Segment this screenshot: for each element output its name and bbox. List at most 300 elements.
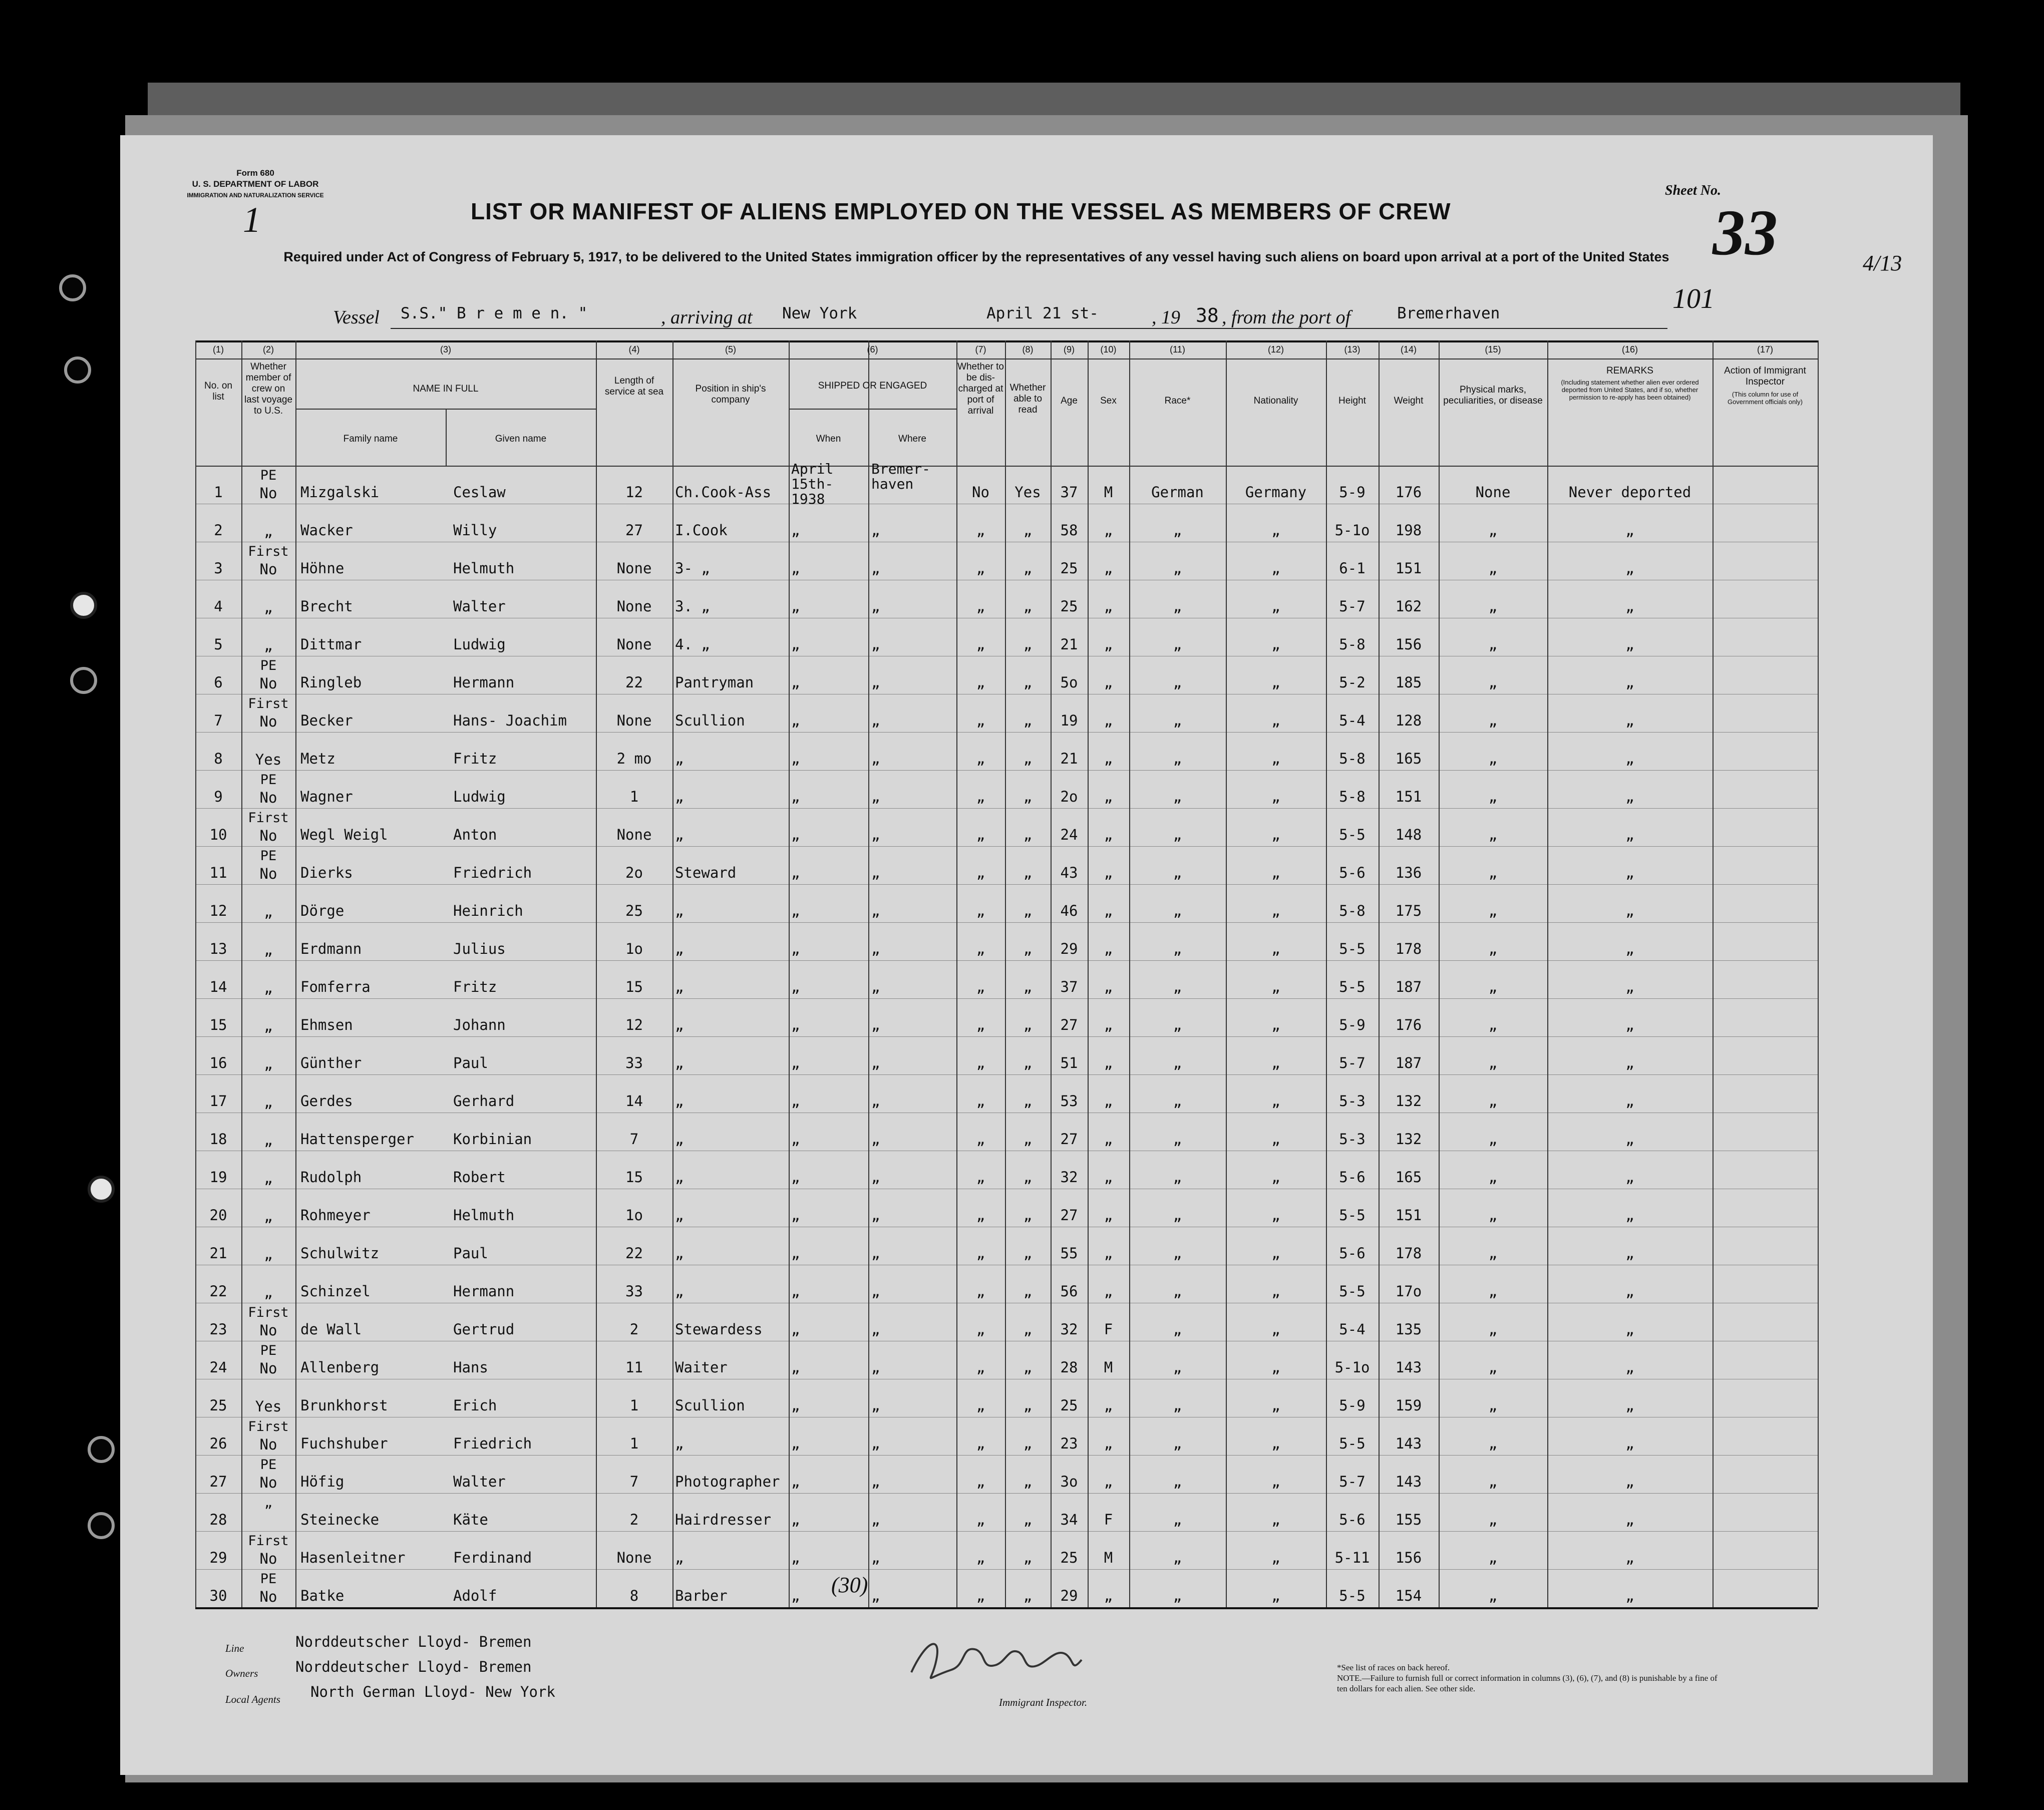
cell-where: „ bbox=[871, 560, 880, 577]
header-race: Race* bbox=[1164, 396, 1191, 406]
cell-position: „ bbox=[675, 1169, 684, 1186]
cell-sex: „ bbox=[1104, 1093, 1113, 1110]
cell-height: 5-9 bbox=[1339, 1397, 1366, 1414]
last-voyage-top: PE bbox=[260, 1343, 277, 1358]
cell-family: Brecht bbox=[300, 598, 353, 615]
cell-remarks: „ bbox=[1625, 1435, 1634, 1452]
cell-nationality: „ bbox=[1271, 1016, 1280, 1033]
header-shipped-engaged: SHIPPED OR ENGAGED bbox=[818, 381, 927, 391]
cell-when: „ bbox=[791, 1473, 800, 1490]
last-voyage: „ bbox=[264, 1246, 273, 1263]
table-row bbox=[195, 922, 1818, 960]
cell-age: 37 bbox=[1060, 484, 1078, 501]
cell-given: Helmuth bbox=[453, 1207, 515, 1224]
cell-service: 1 bbox=[629, 1435, 639, 1452]
cell-discharged: „ bbox=[976, 788, 985, 805]
cell-no: 2 bbox=[214, 522, 223, 539]
cell-remarks: „ bbox=[1625, 902, 1634, 919]
cell-when: „ bbox=[791, 1207, 800, 1224]
cell-position: „ bbox=[675, 1054, 684, 1071]
cell-read: „ bbox=[1023, 1016, 1033, 1033]
cell-given: Gerhard bbox=[453, 1093, 515, 1110]
cell-service: None bbox=[616, 636, 652, 653]
cell-marks: „ bbox=[1488, 674, 1498, 691]
cell-age: 32 bbox=[1060, 1321, 1078, 1338]
cell-age: 25 bbox=[1060, 1549, 1078, 1566]
cell-marks: „ bbox=[1488, 1511, 1498, 1528]
cell-family: Fomferra bbox=[300, 978, 371, 995]
cell-given: Robert bbox=[453, 1169, 506, 1186]
cell-discharged: „ bbox=[976, 902, 985, 919]
cell-read: „ bbox=[1023, 1473, 1033, 1490]
cell-weight: 135 bbox=[1395, 1321, 1422, 1338]
cell-where: „ bbox=[871, 902, 880, 919]
last-voyage: No bbox=[259, 1436, 277, 1453]
cell-when: „ bbox=[791, 1131, 800, 1148]
last-voyage: „ bbox=[264, 1170, 273, 1187]
cell-discharged: „ bbox=[976, 1359, 985, 1376]
cell-discharged: „ bbox=[976, 522, 985, 539]
cell-race: „ bbox=[1173, 1321, 1182, 1338]
cell-sex: „ bbox=[1104, 1283, 1113, 1300]
cell-position: Barber bbox=[675, 1587, 728, 1604]
header-height: Height bbox=[1338, 396, 1366, 406]
last-voyage: No bbox=[259, 1550, 277, 1567]
cell-race: „ bbox=[1173, 1245, 1182, 1262]
cell-remarks: „ bbox=[1625, 1245, 1634, 1262]
cell-where: „ bbox=[871, 1587, 880, 1604]
cell-service: 2 bbox=[629, 1321, 639, 1338]
cell-age: 29 bbox=[1060, 940, 1078, 957]
cell-family: Schulwitz bbox=[300, 1245, 380, 1262]
cell-marks: „ bbox=[1488, 560, 1498, 577]
cell-age: 34 bbox=[1060, 1511, 1078, 1528]
cell-family: Schinzel bbox=[300, 1283, 371, 1300]
header-when: When bbox=[816, 434, 841, 444]
cell-where: Bremer- haven bbox=[871, 461, 931, 492]
cell-family: Rohmeyer bbox=[300, 1207, 371, 1224]
cell-given: Ferdinand bbox=[453, 1549, 532, 1566]
cell-read: „ bbox=[1023, 1207, 1033, 1224]
cell-weight: 176 bbox=[1395, 1016, 1422, 1033]
cell-weight: 143 bbox=[1395, 1435, 1422, 1452]
cell-read: „ bbox=[1023, 1321, 1033, 1338]
last-voyage: No bbox=[259, 1360, 277, 1377]
cell-remarks: „ bbox=[1625, 1321, 1634, 1338]
cell-given: Helmuth bbox=[453, 560, 515, 577]
arriving-label: , arriving at bbox=[661, 307, 753, 328]
table-row bbox=[195, 1265, 1818, 1303]
table-row bbox=[195, 1151, 1818, 1189]
cell-no: 26 bbox=[209, 1435, 227, 1452]
colno-1: (1) bbox=[213, 344, 224, 354]
cell-given: Hans bbox=[453, 1359, 488, 1376]
cell-when: „ bbox=[791, 1397, 800, 1414]
total-count-mark: (30) bbox=[831, 1573, 868, 1597]
cell-nationality: „ bbox=[1271, 1131, 1280, 1148]
cell-service: 22 bbox=[625, 1245, 643, 1262]
cell-height: 5-5 bbox=[1339, 1207, 1366, 1224]
cell-race: „ bbox=[1173, 902, 1182, 919]
last-voyage: „ bbox=[264, 903, 273, 920]
cell-when: „ bbox=[791, 902, 800, 919]
cell-marks: „ bbox=[1488, 1093, 1498, 1110]
cell-weight: 187 bbox=[1395, 1054, 1422, 1071]
cell-remarks: „ bbox=[1625, 864, 1634, 881]
cell-service: None bbox=[616, 1549, 652, 1566]
cell-family: Wegl Weigl bbox=[300, 826, 388, 843]
owners-label: Owners bbox=[225, 1667, 258, 1679]
cell-height: 5-8 bbox=[1339, 750, 1366, 767]
colno-16: (16) bbox=[1621, 344, 1638, 354]
cell-given: Gertrud bbox=[453, 1321, 515, 1338]
cell-no: 10 bbox=[209, 826, 227, 843]
table-row bbox=[195, 1531, 1818, 1569]
cell-position: „ bbox=[675, 1435, 684, 1452]
cell-service: 2 mo bbox=[616, 750, 652, 767]
cell-read: „ bbox=[1023, 788, 1033, 805]
cell-position: „ bbox=[675, 902, 684, 919]
cell-no: 6 bbox=[214, 674, 223, 691]
cell-no: 11 bbox=[209, 864, 227, 881]
cell-service: 1 bbox=[629, 1397, 639, 1414]
cell-where: „ bbox=[871, 1473, 880, 1490]
cell-race: „ bbox=[1173, 1093, 1182, 1110]
cell-read: „ bbox=[1023, 864, 1033, 881]
cell-where: „ bbox=[871, 674, 880, 691]
cell-sex: „ bbox=[1104, 560, 1113, 577]
cell-remarks: „ bbox=[1625, 1283, 1634, 1300]
last-voyage: Yes bbox=[255, 1398, 282, 1415]
last-voyage: No bbox=[259, 827, 277, 844]
cell-when: „ bbox=[791, 1054, 800, 1071]
cell-nationality: „ bbox=[1271, 712, 1280, 729]
cell-weight: 175 bbox=[1395, 902, 1422, 919]
cell-service: 15 bbox=[625, 1169, 643, 1186]
table-row bbox=[195, 1189, 1818, 1227]
cell-position: „ bbox=[675, 1093, 684, 1110]
cell-nationality: „ bbox=[1271, 1435, 1280, 1452]
cell-given: Erich bbox=[453, 1397, 497, 1414]
cell-discharged: „ bbox=[976, 1321, 985, 1338]
cell-discharged: „ bbox=[976, 1549, 985, 1566]
cell-race: „ bbox=[1173, 1435, 1182, 1452]
cell-read: „ bbox=[1023, 1587, 1033, 1604]
cell-read: „ bbox=[1023, 1054, 1033, 1071]
cell-family: Ehmsen bbox=[300, 1016, 353, 1033]
table-row bbox=[195, 846, 1818, 884]
cell-nationality: „ bbox=[1271, 1359, 1280, 1376]
cell-nationality: Germany bbox=[1245, 484, 1307, 501]
cell-race: „ bbox=[1173, 750, 1182, 767]
cell-service: 22 bbox=[625, 674, 643, 691]
cell-sex: „ bbox=[1104, 940, 1113, 957]
cell-race: „ bbox=[1173, 1016, 1182, 1033]
cell-age: 37 bbox=[1060, 978, 1078, 995]
cell-sex: „ bbox=[1104, 674, 1113, 691]
cell-marks: „ bbox=[1488, 636, 1498, 653]
cell-no: 25 bbox=[209, 1397, 227, 1414]
cell-no: 12 bbox=[209, 902, 227, 919]
cell-no: 21 bbox=[209, 1245, 227, 1262]
cell-height: 5-2 bbox=[1339, 674, 1366, 691]
cell-nationality: „ bbox=[1271, 1549, 1280, 1566]
cell-when: „ bbox=[791, 1016, 800, 1033]
margin-note: 4/13 bbox=[1863, 251, 1902, 275]
cell-discharged: „ bbox=[976, 1016, 985, 1033]
table-row bbox=[195, 580, 1818, 618]
binder-hole bbox=[64, 356, 91, 384]
cell-where: „ bbox=[871, 1435, 880, 1452]
cell-given: Adolf bbox=[453, 1587, 497, 1604]
cell-given: Walter bbox=[453, 1473, 506, 1490]
cell-read: „ bbox=[1023, 712, 1033, 729]
cell-position: Steward bbox=[675, 864, 737, 881]
last-voyage: „ bbox=[264, 979, 273, 996]
cell-position: I.Cook bbox=[675, 522, 728, 539]
cell-position: Photographer bbox=[675, 1473, 780, 1490]
table-row bbox=[195, 1341, 1818, 1379]
last-voyage: No bbox=[259, 561, 277, 578]
cell-height: 5-11 bbox=[1334, 1549, 1370, 1566]
cell-when: „ bbox=[791, 674, 800, 691]
colno-5: (5) bbox=[725, 344, 736, 354]
cell-family: Dittmar bbox=[300, 636, 362, 653]
last-voyage-top: First bbox=[248, 1305, 289, 1320]
cell-height: 5-6 bbox=[1339, 864, 1366, 881]
form-number: Form 680 bbox=[236, 168, 274, 178]
cell-age: 3o bbox=[1060, 1473, 1078, 1490]
cell-read: „ bbox=[1023, 902, 1033, 919]
cell-when: „ bbox=[791, 1435, 800, 1452]
cell-where: „ bbox=[871, 598, 880, 615]
cell-read: „ bbox=[1023, 1169, 1033, 1186]
colno-2: (2) bbox=[263, 344, 274, 354]
header-remarks-note: (Including statement whether alien ever ordered deported from United States, and if so, whether permission to re-apply has been obtained) bbox=[1561, 379, 1699, 401]
cell-no: 17 bbox=[209, 1093, 227, 1110]
cell-weight: 159 bbox=[1395, 1397, 1422, 1414]
cell-discharged: „ bbox=[976, 1054, 985, 1071]
cell-service: 25 bbox=[625, 902, 643, 919]
cell-race: „ bbox=[1173, 1511, 1182, 1528]
cell-remarks: „ bbox=[1625, 750, 1634, 767]
cell-weight: 136 bbox=[1395, 864, 1422, 881]
cell-marks: „ bbox=[1488, 1054, 1498, 1071]
cell-when: „ bbox=[791, 560, 800, 577]
cell-when: „ bbox=[791, 1587, 800, 1604]
cell-sex: „ bbox=[1104, 1016, 1113, 1033]
table-row bbox=[195, 1569, 1818, 1607]
binder-hole bbox=[59, 274, 86, 301]
cell-sex: M bbox=[1104, 1359, 1113, 1376]
cell-age: 46 bbox=[1060, 902, 1078, 919]
cell-height: 5-1o bbox=[1334, 522, 1370, 539]
table-row bbox=[195, 1113, 1818, 1151]
cell-family: Erdmann bbox=[300, 940, 362, 957]
signature-scrawl bbox=[906, 1630, 1087, 1685]
last-voyage-top: PE bbox=[260, 1571, 277, 1587]
cell-given: Paul bbox=[453, 1054, 488, 1071]
last-voyage: „ bbox=[264, 1017, 273, 1034]
cell-nationality: „ bbox=[1271, 1245, 1280, 1262]
cell-position: Scullion bbox=[675, 712, 745, 729]
cell-given: Julius bbox=[453, 940, 506, 957]
header-family-name: Family name bbox=[343, 434, 398, 444]
cell-height: 5-8 bbox=[1339, 636, 1366, 653]
cell-height: 5-1o bbox=[1334, 1359, 1370, 1376]
cell-when: „ bbox=[791, 712, 800, 729]
header-length-of-service: Length of service at sea bbox=[604, 376, 664, 397]
cell-when: „ bbox=[791, 788, 800, 805]
table-row bbox=[195, 808, 1818, 846]
cell-when: „ bbox=[791, 1511, 800, 1528]
cell-given: Willy bbox=[453, 522, 497, 539]
last-voyage: No bbox=[259, 1322, 277, 1339]
cell-race: „ bbox=[1173, 1054, 1182, 1071]
cell-sex: „ bbox=[1104, 1054, 1113, 1071]
cell-where: „ bbox=[871, 636, 880, 653]
cell-discharged: „ bbox=[976, 674, 985, 691]
cell-family: Hattensperger bbox=[300, 1131, 414, 1148]
cell-height: 5-6 bbox=[1339, 1245, 1366, 1262]
header-able-to-read: Whether able to read bbox=[1009, 383, 1046, 415]
agents-label: Local Agents bbox=[225, 1693, 280, 1705]
cell-sex: „ bbox=[1104, 1435, 1113, 1452]
owners-value: Norddeutscher Lloyd- Bremen bbox=[295, 1658, 532, 1675]
cell-nationality: „ bbox=[1271, 1397, 1280, 1414]
table-row bbox=[195, 998, 1818, 1036]
cell-read: „ bbox=[1023, 1511, 1033, 1528]
arrival-date: April 21 st- bbox=[986, 304, 1099, 322]
cell-race: „ bbox=[1173, 1359, 1182, 1376]
cell-weight: 132 bbox=[1395, 1131, 1422, 1148]
cell-nationality: „ bbox=[1271, 1473, 1280, 1490]
cell-discharged: „ bbox=[976, 750, 985, 767]
inspector-signature bbox=[906, 1630, 1087, 1693]
table-row bbox=[195, 1074, 1818, 1113]
cell-discharged: „ bbox=[976, 1511, 985, 1528]
cell-marks: „ bbox=[1488, 1169, 1498, 1186]
cell-where: „ bbox=[871, 750, 880, 767]
cell-height: 5-8 bbox=[1339, 902, 1366, 919]
last-voyage: No bbox=[259, 713, 277, 730]
cell-age: 25 bbox=[1060, 1397, 1078, 1414]
header-name-in-full: NAME IN FULL bbox=[413, 384, 479, 394]
cell-discharged: „ bbox=[976, 1397, 985, 1414]
cell-service: 11 bbox=[625, 1359, 643, 1376]
cell-nationality: „ bbox=[1271, 864, 1280, 881]
cell-where: „ bbox=[871, 1549, 880, 1566]
cell-given: Ludwig bbox=[453, 636, 506, 653]
colno-10: (10) bbox=[1100, 344, 1117, 354]
colno-12: (12) bbox=[1267, 344, 1284, 354]
cell-given: Hermann bbox=[453, 674, 515, 691]
cell-discharged: „ bbox=[976, 1435, 985, 1452]
cell-position: „ bbox=[675, 750, 684, 767]
table-row bbox=[195, 1417, 1818, 1455]
page-mark: 1 bbox=[243, 200, 261, 240]
cell-height: 5-8 bbox=[1339, 788, 1366, 805]
manifest-page bbox=[120, 135, 1933, 1775]
cell-height: 5-7 bbox=[1339, 598, 1366, 615]
cell-discharged: „ bbox=[976, 978, 985, 995]
cell-sex: „ bbox=[1104, 864, 1113, 881]
cell-family: Höhne bbox=[300, 560, 345, 577]
cell-service: 33 bbox=[625, 1054, 643, 1071]
binder-hole bbox=[70, 667, 97, 694]
cell-nationality: „ bbox=[1271, 1093, 1280, 1110]
cell-height: 5-7 bbox=[1339, 1054, 1366, 1071]
cell-where: „ bbox=[871, 1093, 880, 1110]
cell-position: „ bbox=[675, 1016, 684, 1033]
cell-age: 21 bbox=[1060, 750, 1078, 767]
cell-remarks: Never deported bbox=[1568, 484, 1691, 501]
cell-height: 5-4 bbox=[1339, 712, 1366, 729]
last-voyage-top: First bbox=[248, 1419, 289, 1434]
cell-height: 6-1 bbox=[1339, 560, 1366, 577]
cell-read: „ bbox=[1023, 826, 1033, 843]
cell-discharged: „ bbox=[976, 1093, 985, 1110]
cell-family: de Wall bbox=[300, 1321, 362, 1338]
header-inspector-note: (This column for use of Government officials only) bbox=[1727, 391, 1803, 406]
cell-where: „ bbox=[871, 1245, 880, 1262]
colno-9: (9) bbox=[1064, 344, 1075, 354]
cell-position: „ bbox=[675, 940, 684, 957]
table-row bbox=[195, 732, 1818, 770]
cell-service: None bbox=[616, 598, 652, 615]
header-age: Age bbox=[1061, 396, 1078, 406]
cell-no: 5 bbox=[214, 636, 223, 653]
cell-discharged: „ bbox=[976, 1473, 985, 1490]
table-row bbox=[195, 656, 1818, 694]
cell-given: Käte bbox=[453, 1511, 488, 1528]
cell-height: 5-3 bbox=[1339, 1131, 1366, 1148]
agents-value: North German Lloyd- New York bbox=[310, 1683, 555, 1700]
cell-race: „ bbox=[1173, 1587, 1182, 1604]
cell-race: „ bbox=[1173, 826, 1182, 843]
cell-family: Wagner bbox=[300, 788, 353, 805]
cell-position: Waiter bbox=[675, 1359, 728, 1376]
cell-remarks: „ bbox=[1625, 636, 1634, 653]
cell-race: „ bbox=[1173, 560, 1182, 577]
cell-discharged: „ bbox=[976, 1169, 985, 1186]
cell-race: „ bbox=[1173, 636, 1182, 653]
cell-marks: None bbox=[1475, 484, 1511, 501]
line-label: Line bbox=[225, 1642, 244, 1654]
cell-given: Anton bbox=[453, 826, 497, 843]
cell-nationality: „ bbox=[1271, 750, 1280, 767]
cell-sex: F bbox=[1104, 1321, 1113, 1338]
cell-race: „ bbox=[1173, 788, 1182, 805]
cell-family: Ringleb bbox=[300, 674, 362, 691]
colno-11: (11) bbox=[1170, 344, 1185, 354]
sheet-extra-number: 101 bbox=[1672, 283, 1715, 314]
cell-sex: M bbox=[1104, 484, 1113, 501]
cell-given: Fritz bbox=[453, 750, 497, 767]
cell-family: Mizgalski bbox=[300, 484, 380, 501]
cell-race: German bbox=[1151, 484, 1204, 501]
cell-where: „ bbox=[871, 712, 880, 729]
cell-height: 5-4 bbox=[1339, 1321, 1366, 1338]
cell-remarks: „ bbox=[1625, 788, 1634, 805]
cell-sex: „ bbox=[1104, 712, 1113, 729]
cell-weight: 143 bbox=[1395, 1473, 1422, 1490]
cell-no: 8 bbox=[214, 750, 223, 767]
cell-marks: „ bbox=[1488, 712, 1498, 729]
colno-14: (14) bbox=[1400, 344, 1417, 354]
cell-remarks: „ bbox=[1625, 1169, 1634, 1186]
crew-table bbox=[195, 340, 1818, 1607]
